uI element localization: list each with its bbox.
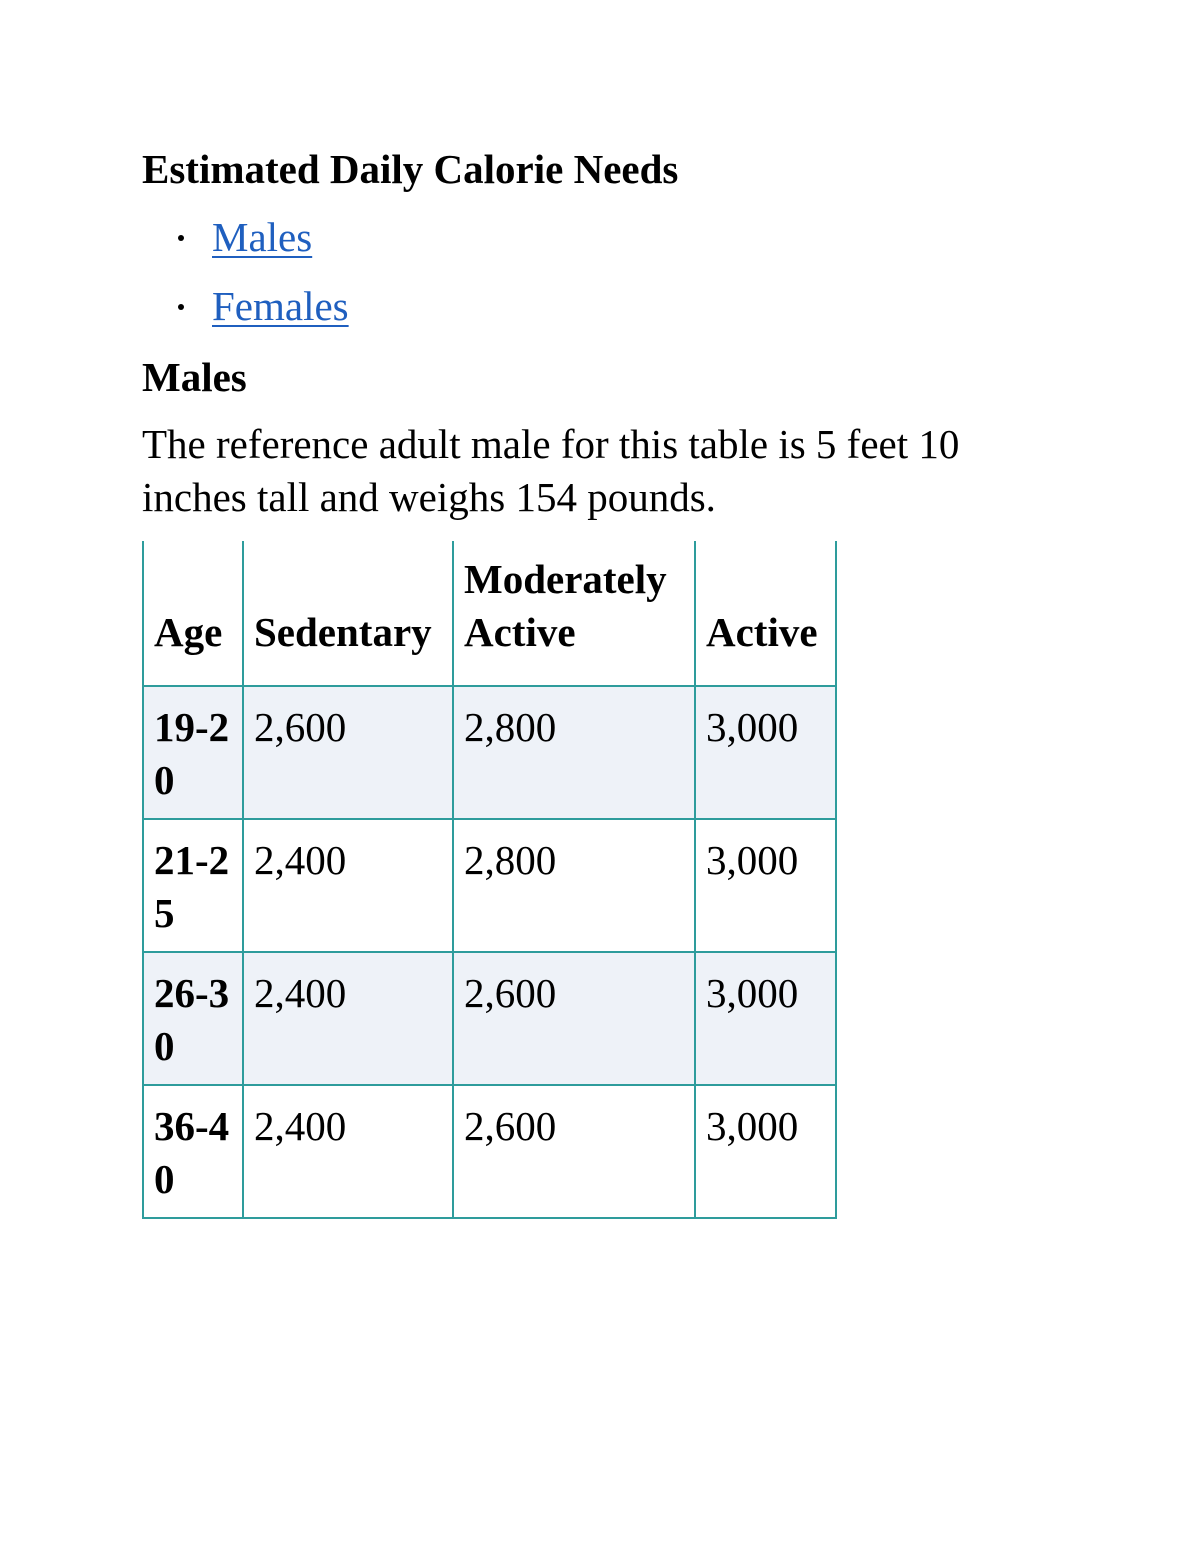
active-cell: 3,000: [695, 686, 836, 819]
bullet-icon: [178, 235, 184, 241]
intro-paragraph: The reference adult male for this table is 5 feet 10 inches tall and weighs 154 pounds.: [142, 421, 960, 520]
active-cell: 3,000: [695, 952, 836, 1085]
age-cell: 36-40: [143, 1085, 243, 1218]
age-cell: 26-30: [143, 952, 243, 1085]
active-cell: 3,000: [695, 819, 836, 952]
header-age: Age: [143, 541, 243, 686]
sedentary-cell: 2,400: [243, 819, 453, 952]
page-title: Estimated Daily Calorie Needs: [142, 146, 679, 192]
moderately-active-cell: 2,800: [453, 686, 695, 819]
sedentary-cell: 2,400: [243, 952, 453, 1085]
table-row: [143, 686, 836, 819]
table-row: [143, 819, 836, 952]
header-active: Active: [695, 541, 836, 686]
moderately-active-cell: 2,600: [453, 1085, 695, 1218]
header-sedentary: Sedentary: [243, 541, 453, 686]
females-link[interactable]: Females: [212, 283, 349, 329]
age-cell: 21-25: [143, 819, 243, 952]
active-cell: 3,000: [695, 1085, 836, 1218]
table-header-row: [143, 541, 836, 686]
calorie-table: [142, 541, 837, 1219]
table-row: [143, 1085, 836, 1218]
table-row: [143, 952, 836, 1085]
header-moderately-active: Moderately Active: [453, 541, 695, 686]
sedentary-cell: 2,600: [243, 686, 453, 819]
sedentary-cell: 2,400: [243, 1085, 453, 1218]
males-link[interactable]: Males: [212, 214, 313, 260]
bullet-icon: [178, 304, 184, 310]
moderately-active-cell: 2,800: [453, 819, 695, 952]
moderately-active-cell: 2,600: [453, 952, 695, 1085]
section-heading-males: Males: [142, 354, 247, 400]
age-cell: 19-20: [143, 686, 243, 819]
